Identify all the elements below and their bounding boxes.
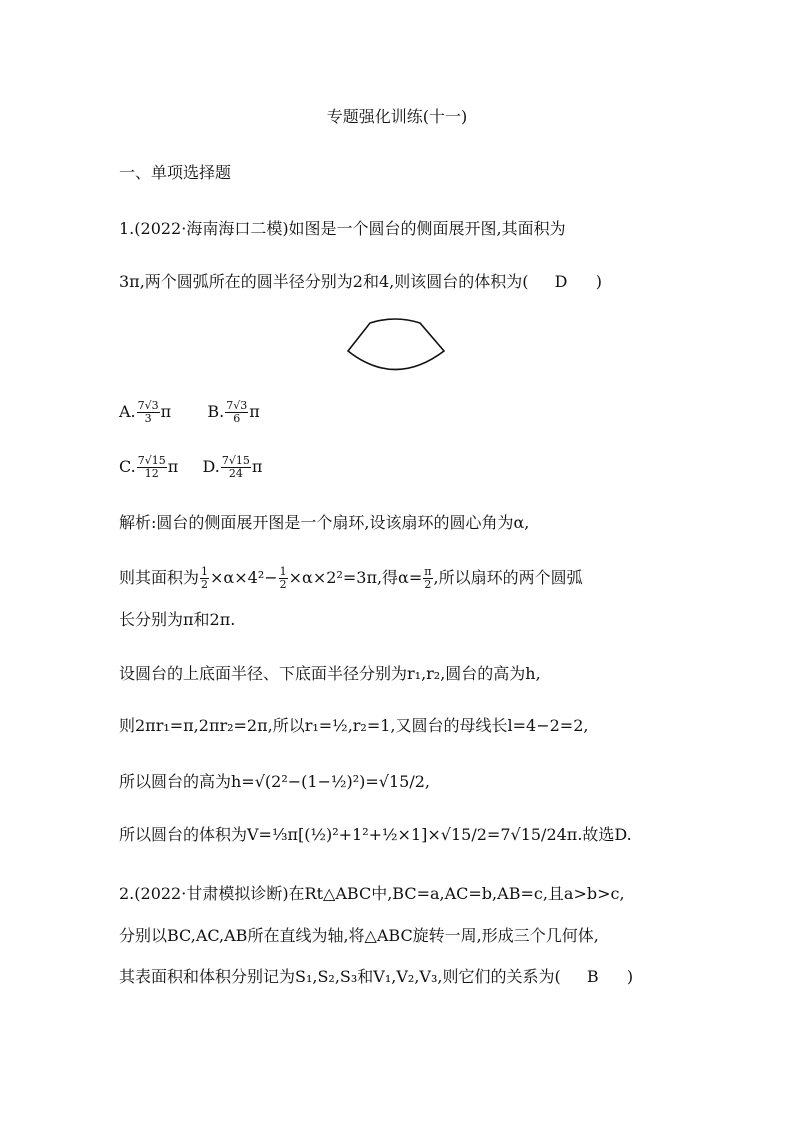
solution-line2 [119,566,583,591]
option-a-label: A. [119,402,136,422]
solution-line3: 长分别为π和2π. [119,610,236,629]
option-c-numerator: 7√15 [137,454,166,467]
option-a-numerator: 7√3 [137,399,159,412]
half-fraction: $\frac{1}{2}$ [279,565,287,592]
annular-sector-figure [340,318,450,374]
q2-stem-line3-text: 其表面积和体积分别记为S₁,S₂,S₃和V₁,V₂,V₃,则它们的关系为( [119,967,561,986]
option-a-denominator: 3 [144,412,152,426]
q2-stem-line2: 分别以BC,AC,AB所在直线为轴,将△ABC旋转一周,形成三个几何体, [119,926,599,945]
option-b-numerator: 7√3 [226,399,248,412]
half-fraction: $\frac{1}{2}$ [201,565,209,592]
q1-stem-line2-text: 3π,两个圆弧所在的圆半径分别为2和4,则该圆台的体积为( [119,272,529,291]
q2-stem-line3 [119,967,633,986]
option-a-pi: π [160,402,172,422]
solution-line6: 所以圆台的高为h=√(2²−(1−½)²)=√15/2, [119,772,431,791]
option-d-label: D. [202,457,220,477]
option-b-pi: π [249,402,260,422]
option-d-fraction [221,455,251,480]
option-b-label: B. [207,402,225,422]
solution-line2-part2: ×α×4²− [210,568,278,588]
section-heading: 一、单项选择题 [119,163,232,182]
q1-stem-line2 [119,272,602,291]
solution-line2-part3: ×α×2²=3π,得α= [288,568,423,588]
solution-line4: 设圆台的上底面半径、下底面半径分别为r₁,r₂,圆台的高为h, [119,664,541,683]
solution-line2-part1: 则其面积为 [119,568,200,588]
q2-close-paren: ) [626,967,634,986]
option-c-denominator: 12 [144,467,159,481]
option-c-fraction [137,455,167,480]
q1-close-paren: ) [595,272,602,291]
option-c-pi: π [167,457,179,477]
q1-answer: D [554,272,568,291]
q1-options-row2 [119,455,262,480]
option-a-fraction [137,400,160,425]
q1-options-row1 [119,400,260,425]
option-c-label: C. [119,457,136,477]
solution-line2-part4: ,所以扇环的两个圆弧 [433,568,583,588]
q2-answer: B [586,967,599,986]
option-b-fraction [225,400,248,425]
option-d-denominator: 24 [228,467,243,481]
solution-line1: 解析:圆台的侧面展开图是一个扇环,设该扇环的圆心角为α, [119,513,530,532]
pi-over-2-fraction: $\frac{\pi}{2}$ [424,565,432,592]
solution-line7: 所以圆台的体积为V=⅓π[(½)²+1²+½×1]×√15/2=7√15/24π.故选D. [119,825,632,844]
q2-stem-line1: 2.(2022·甘肃模拟诊断)在Rt△ABC中,BC=a,AC=b,AB=c,且a>b>c, [119,884,625,903]
solution-line5: 则2πr₁=π,2πr₂=2π,所以r₁=½,r₂=1,又圆台的母线长l=4−2=2, [119,716,589,735]
page-title: 专题强化训练(十一) [326,107,468,126]
option-d-pi: π [251,457,263,477]
option-d-numerator: 7√15 [221,454,250,467]
q1-stem-line1: 1.(2022·海南海口二模)如图是一个圆台的侧面展开图,其面积为 [119,219,566,238]
option-b-denominator: 6 [233,412,241,426]
